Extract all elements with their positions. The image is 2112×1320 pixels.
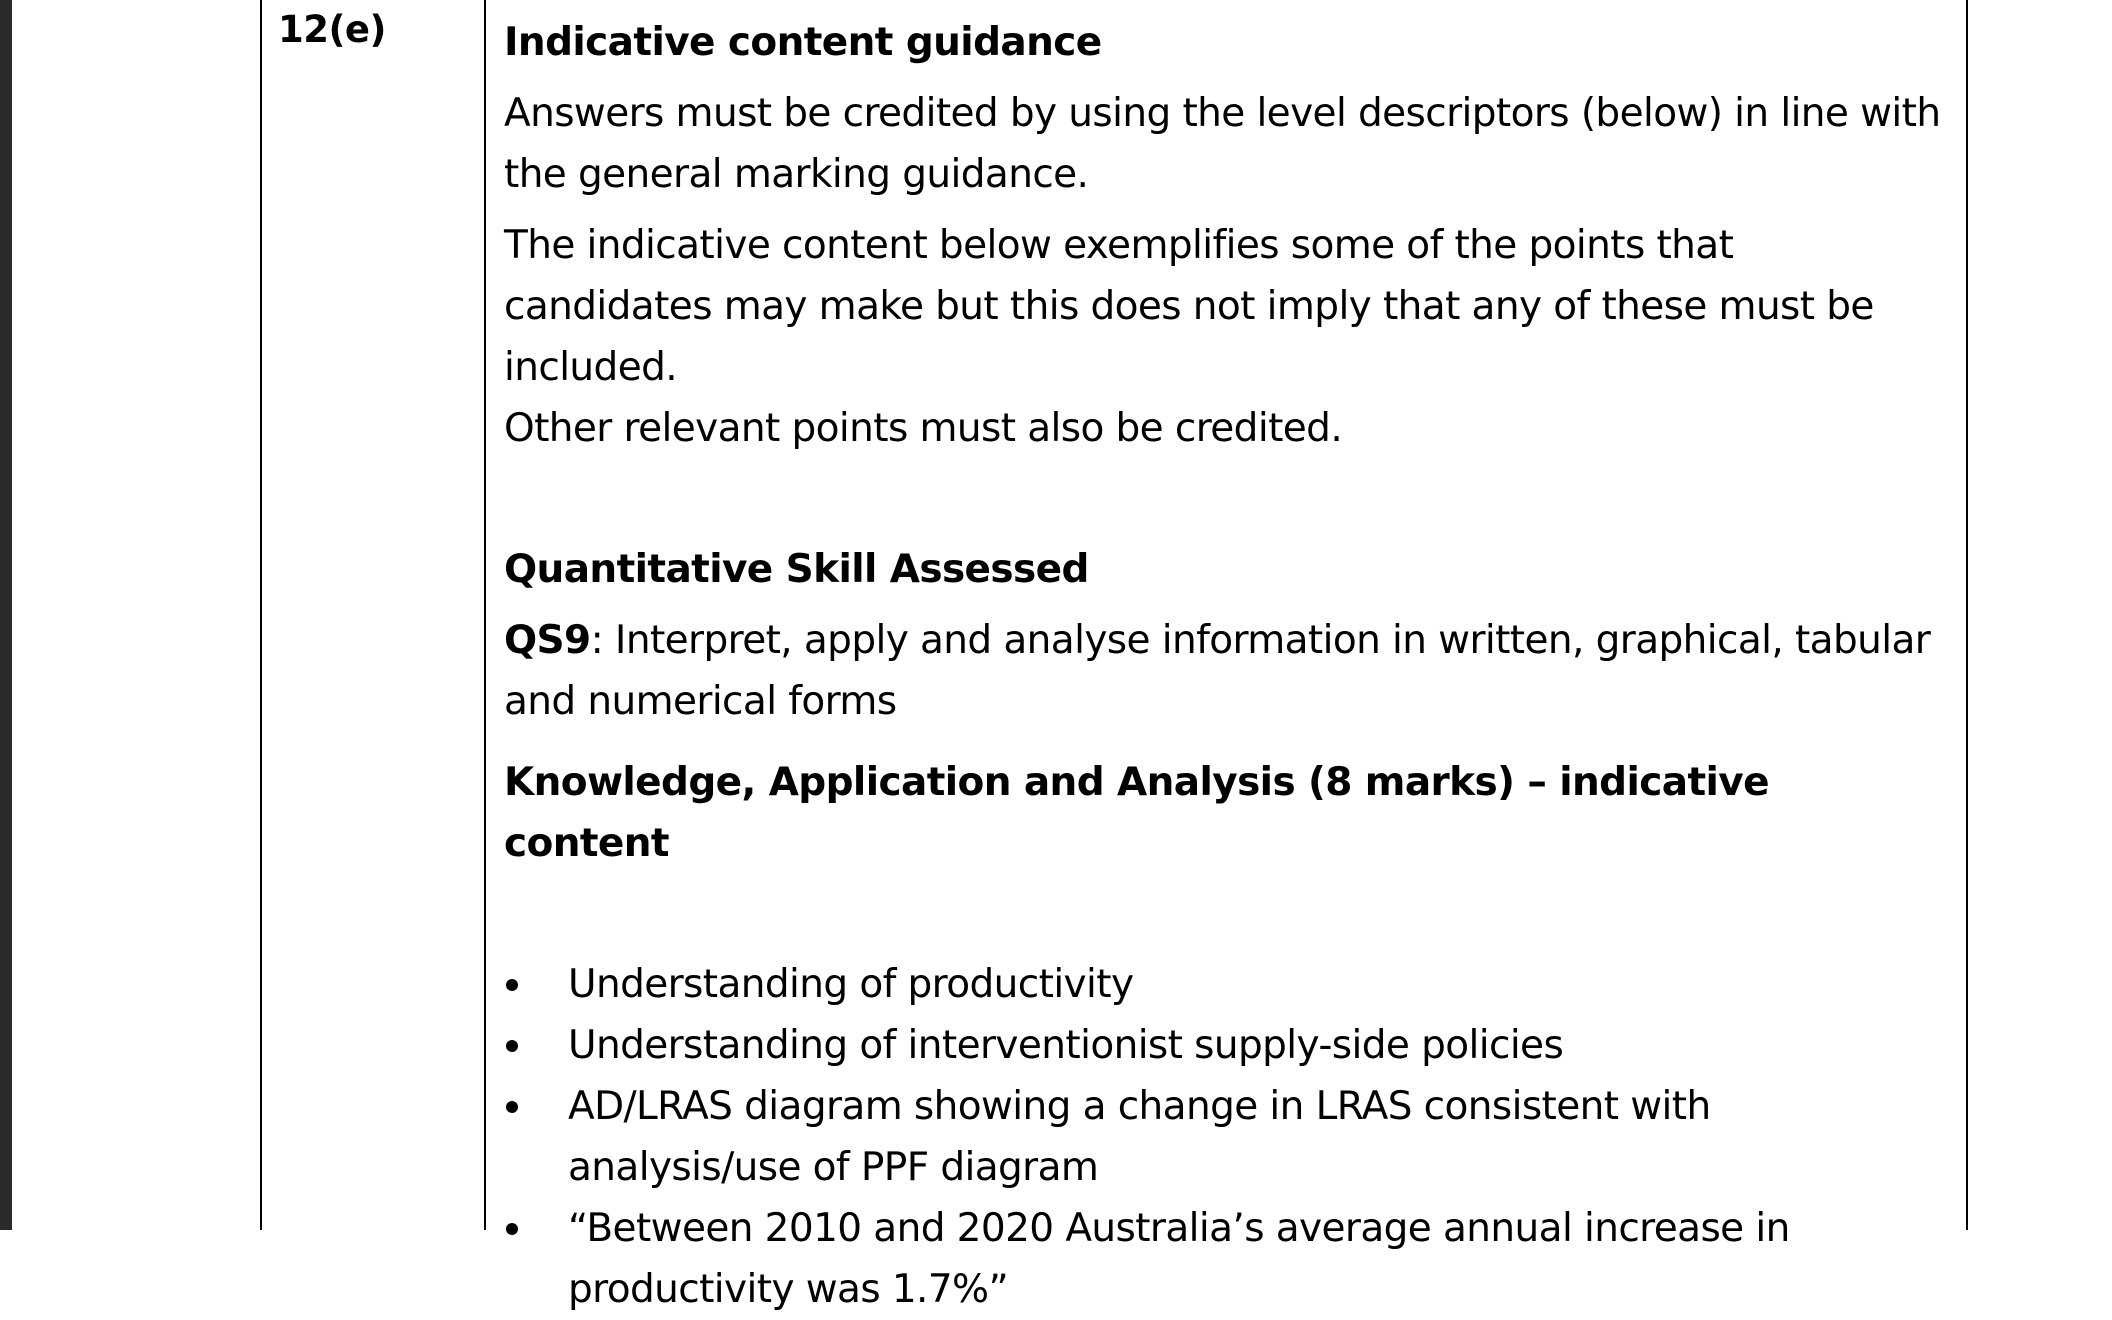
skill-description <box>504 610 1944 732</box>
indicative-content-list <box>504 954 1944 1320</box>
guidance-paragraph-3: Other relevant points must also be credited. <box>504 406 1343 451</box>
page-left-edge <box>0 0 12 1230</box>
list-item-text: Understanding of productivity <box>568 962 1134 1007</box>
guidance-paragraph-1: Answers must be credited by using the level descriptors (below) in line with the general marking guidance. <box>504 91 1941 197</box>
guidance-paragraph-2: The indicative content below exemplifies some of the points that candidates may make but this does not imply that any of these must be included. <box>504 223 1874 390</box>
list-item-text: Understanding of interventionist supply-side policies <box>568 1023 1564 1068</box>
list-item-text: AD/LRAS diagram showing a change in LRAS consistent with analysis/use of PPF diagram <box>568 1084 1711 1190</box>
skill-heading: Quantitative Skill Assessed <box>504 547 1089 592</box>
list-item-text: “Between 2010 and 2020 Australia’s average annual increase in productivity was 1.7%” <box>568 1206 1790 1312</box>
skill-code: QS9 <box>504 618 591 663</box>
guidance-heading: Indicative content guidance <box>504 20 1102 65</box>
list-item <box>504 1015 1944 1076</box>
bullet-icon <box>506 1101 518 1113</box>
list-item <box>504 1198 1944 1320</box>
answer-cell <box>504 12 1944 1320</box>
bullet-icon <box>506 979 518 991</box>
list-item <box>504 1076 1944 1198</box>
column-divider <box>484 0 486 1230</box>
skill-text: : Interpret, apply and analyse information in written, graphical, tabular and numerical forms <box>504 618 1931 724</box>
list-item <box>504 954 1944 1015</box>
knowledge-heading: Knowledge, Application and Analysis (8 marks) – indicative content <box>504 760 1769 866</box>
bullet-icon <box>506 1040 518 1052</box>
bullet-icon <box>506 1223 518 1235</box>
question-number: 12(e) <box>278 8 386 51</box>
